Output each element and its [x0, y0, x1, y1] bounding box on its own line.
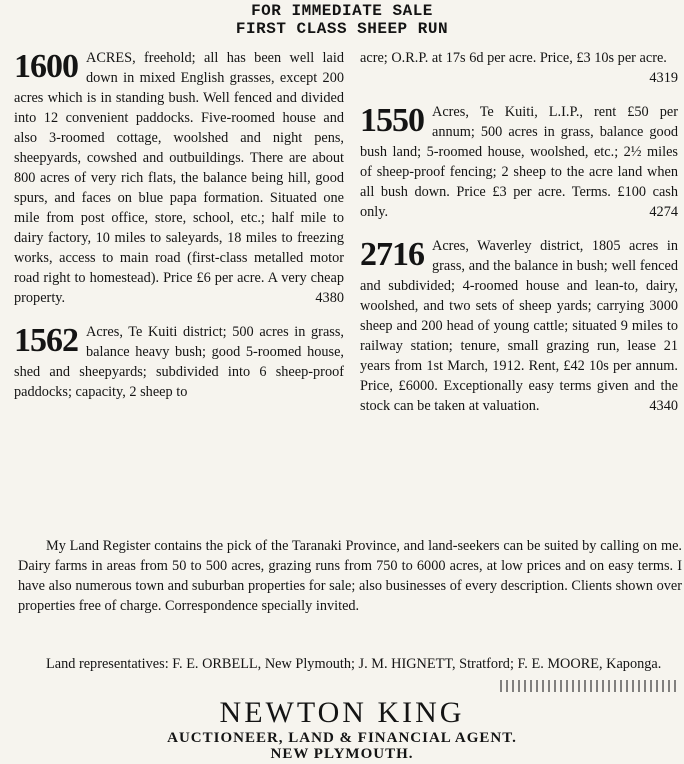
- listing-text: Acres, Waverley district, 1805 acres in grass, and the balance in bush; well fenced and subdivided; 4-roomed house and lean-to, dairy, woolshed, and two sets of sheep yards; carrying 3000 sheep and 200 head of young cattle; situated 9 miles to railway station; tenure, small grazing run, lease 21 years from 1st March, 1912. Rent, £42 10s per annum. Price, £6000. Exceptionally easy terms given and the stock can be taken at valuation.: [360, 238, 678, 414]
- left-column: [14, 48, 344, 416]
- listing-ref: 4274: [649, 204, 678, 220]
- listing-1550: [360, 102, 678, 222]
- listing-number: 2716: [360, 236, 424, 273]
- listing-ref: 4340: [649, 398, 678, 414]
- agent-location: NEW PLYMOUTH.: [270, 746, 414, 762]
- listing-1600: [14, 48, 344, 308]
- land-representatives: [18, 654, 682, 674]
- right-column: [360, 48, 678, 430]
- listing-text: ACRES, freehold; all has been well laid down in mixed English grasses, except 200 acres which is in standing bush. Well fenced and divided into 12 convenient paddocks. Five-roomed house and also 3-roomed cottage, woolshed and night pens, sheepyards, cowshed and outbuildings. There are about 800 acres of very rich flats, the balance being hill, good spurs, and faces on blue papa formation. Situated one mile from post office, store, school, etc.; half mile to dairy factory, 10 miles to saleyards, 18 miles to freezing works, access to main road (first-class metalled motor road right to homestead). Price £6 per acre. A very cheap property.: [14, 50, 344, 306]
- listing-text: Acres, Te Kuiti district; 500 acres in grass, balance heavy bush; good 5-roomed house, shed and sheepyards; subdivided into 6 sheep-proof paddocks; capacity, 2 sheep to: [14, 324, 344, 400]
- listing-number: 1550: [360, 102, 424, 139]
- agent-title: AUCTIONEER, LAND & FINANCIAL AGENT.: [167, 730, 517, 746]
- print-artifact-dots: [500, 680, 680, 692]
- header-line-2: FIRST CLASS SHEEP RUN: [235, 20, 449, 38]
- listing-2716: [360, 236, 678, 416]
- listing-ref: 4319: [649, 70, 678, 86]
- representatives-text: Land representatives: F. E. ORBELL, New Plymouth; J. M. HIGNETT, Stratford; F. E. MOORE, Kaponga.: [46, 656, 662, 672]
- listing-number: 1562: [14, 322, 78, 359]
- listing-ref: 4380: [315, 290, 344, 306]
- agent-name: NEWTON KING: [219, 696, 465, 729]
- listing-text: Acres, Te Kuiti, L.I.P., rent £50 per annum; 500 acres in grass, balance good bush land; 5-roomed house, woolshed, etc.; 2½ miles of sheep-proof fencing; 2 sheep to the acre land when all bush down. Price £3 per acre. Terms. £100 cash only.: [360, 104, 678, 220]
- listing-number: 1600: [14, 48, 78, 85]
- listing-text: acre; O.R.P. at 17s 6d per acre. Price, £3 10s per acre.: [360, 50, 667, 66]
- notice-text: My Land Register contains the pick of the Taranaki Province, and land-seekers can be suited by calling on me. Dairy farms in areas from 50 to 500 acres, grazing runs from 750 to 6000 acres, at low prices and on easy terms. I have also numerous town and suburban properties for sale; also businesses of every description. Clients shown over properties free of charge. Correspondence specially invited.: [18, 538, 682, 614]
- header-line-1: FOR IMMEDIATE SALE: [251, 2, 433, 20]
- listing-1562: [14, 322, 344, 402]
- listing-1562-continued: [360, 48, 678, 88]
- land-register-notice: [18, 536, 682, 616]
